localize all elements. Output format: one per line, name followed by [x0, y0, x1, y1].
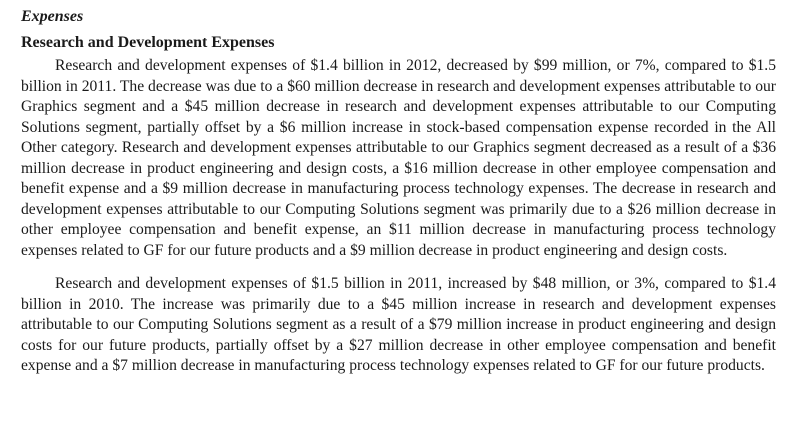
section-heading: Research and Development Expenses — [21, 34, 275, 51]
paragraph-2011-vs-2010: Research and development expenses of $1.5 billion in 2011, increased by $48 million, or 3%, compared to $1.4 billion in 2010. The increase was primarily due to a $45 million increase in research and development expenses attributable to our Computing Solutions segment as a result of a $79 million increase in product engineering and design costs for our future products, partially offset by a $27 million decrease in other employee compensation and benefit expense and a $7 million decrease in manufacturing process technology expenses related to GF for our future products. — [21, 275, 776, 374]
paragraph-2012-vs-2011: Research and development expenses of $1.4 billion in 2012, decreased by $99 million, or 7%, compared to $1.5 billion in 2011. The decrease was due to a $60 million decrease in research and development expenses attributable to our Graphics segment and a $45 million decrease in research and development expenses attributable to our Computing Solutions segment, partially offset by a $6 million increase in stock-based compensation expense recorded in the All Other category. Research and development expenses attributable to our Graphics segment decreased as a result of a $36 million decrease in product engineering and design costs, a $16 million decrease in other employee compensation and benefit expense and a $9 million decrease in manufacturing process technology expenses. The decrease in research and development expenses attributable to our Computing Solutions segment was primarily due to a $26 million decrease in other employee compensation and benefit expense, an $11 million decrease in manufacturing process technology expenses related to GF for our future products and a $9 million decrease in product engineering and design costs. — [21, 57, 776, 259]
section-label: Expenses — [21, 8, 84, 25]
